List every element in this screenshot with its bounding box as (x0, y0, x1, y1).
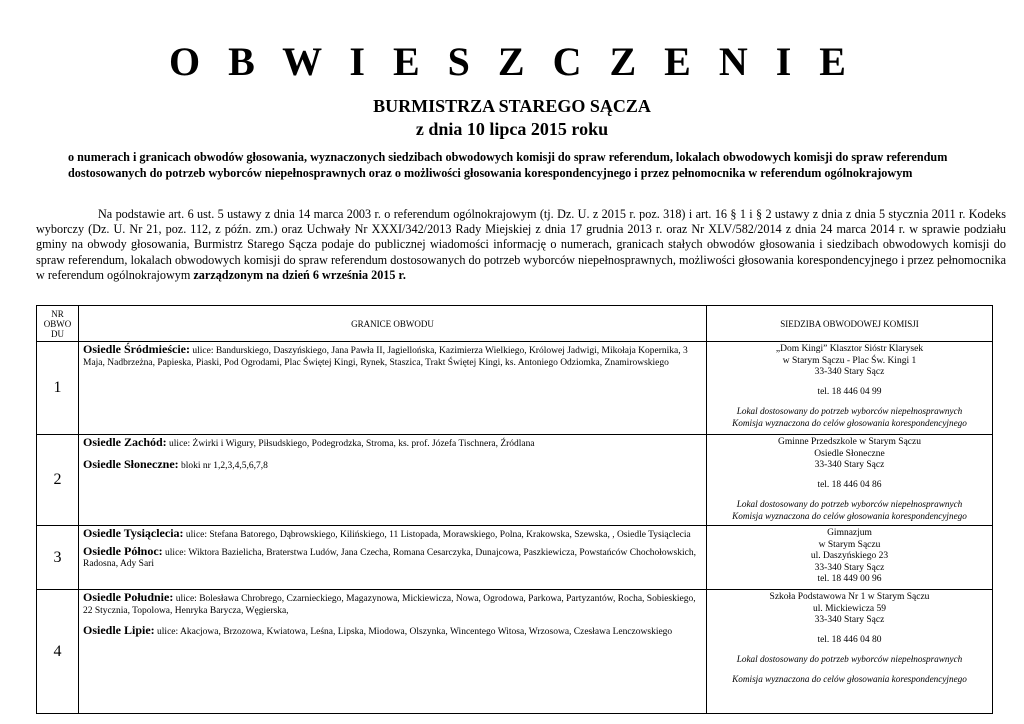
seat-address-2: ul. Daszyńskiego 23 (810, 551, 889, 561)
issuer-heading: BURMISTRZA STAREGO SĄCZA (373, 96, 651, 116)
seat-name: „Dom Kingi” Klasztor Sióstr Klarysek (775, 344, 924, 354)
table-row (37, 435, 993, 526)
seat-address: w Starym Sączu - Plac Św. Kingi 1 (782, 355, 917, 366)
seat-city: 33-340 Stary Sącz (814, 615, 885, 625)
seat-phone: tel. 18 449 00 96 (817, 574, 882, 584)
seat-name: Szkoła Podstawowa Nr 1 w Starym Sączu (769, 592, 930, 602)
seat-city: 33-340 Stary Sącz (814, 460, 885, 470)
estate-name: Osiedle Tysiąclecia: (83, 526, 184, 540)
estate-name: Osiedle Śródmieście: (83, 342, 190, 356)
districts-table (36, 305, 993, 714)
seat-note-accessible: Lokal dostosowany do potrzeb wyborców niepełnosprawnych (736, 406, 963, 416)
header-granice: GRANICE OBWODU (79, 306, 707, 342)
commission-seat (707, 342, 993, 435)
seat-name: Gminne Przedszkole w Starym Sączu (778, 437, 921, 447)
seat-note-postal: Komisja wyznaczona do celów głosowania korespondencyjnego (732, 417, 967, 428)
district-boundaries (79, 526, 707, 590)
estate-streets: bloki nr 1,2,3,4,5,6,7,8 (181, 460, 268, 471)
commission-seat (707, 435, 993, 526)
seat-city: 33-340 Stary Sącz (814, 562, 885, 573)
header-siedziba: SIEDZIBA OBWODOWEJ KOMISJI (707, 306, 993, 342)
commission-seat (707, 590, 993, 714)
seat-phone: tel. 18 446 04 86 (817, 479, 882, 490)
table-row (37, 590, 993, 714)
district-number: 1 (37, 342, 79, 435)
seat-note-postal: Komisja wyznaczona do celów głosowania korespondencyjnego (732, 673, 967, 684)
estate-name: Osiedle Północ: (83, 543, 163, 558)
estate-streets: ulice: Akacjowa, Brzozowa, Kwiatowa, Leśna, Lipska, Miodowa, Olszynka, Wincentego Witosa, Wrzosowa, Czesława Lenczowskiego (157, 627, 673, 637)
district-number: 4 (37, 590, 79, 714)
header-nr: NR OBWO DU (37, 306, 79, 342)
intro-paragraph (36, 207, 1006, 283)
estate-streets: ulice: Wiktora Bazielicha, Braterstwa Ludów, Jana Czecha, Romana Cesarczyka, Dunajcowa, Paszkiewicza, Powstańców Chochołowskich, Radosna, Ady Sari (83, 547, 696, 569)
seat-phone: tel. 18 446 04 80 (817, 634, 882, 645)
seat-address: ul. Mickiewicza 59 (812, 603, 887, 614)
intro-bold-end: zarządzonym na dzień 6 września 2015 r. (193, 267, 406, 282)
seat-address: w Starym Sączu (818, 539, 881, 550)
table-row (37, 342, 993, 435)
intro-text: Na podstawie art. 6 ust. 5 ustawy z dnia 14 marca 2003 r. o referendum ogólnokrajowym (tj. Dz. U. z 2015 r. poz. 318) i art. 16 § 1 i § 2 ustawy z dnia z dnia 5 stycznia 2011 r. Kodeks wyborczy (Dz. U. Nr 21, poz. 112, z późn. zm.) oraz Uchwały Nr XXXI/342/2013 Rady Miejskiej z dnia 17 grudnia 2013 r. oraz Nr XLV/582/2014 z dnia 24 marca 2014 r. w sprawie podziału gminy na obwody głosowania, Burmistrz Starego Sącza podaje do publicznej wiadomości informację o numerach, granicach stałych obwodów głosowania i siedzibach obwodowych komisji do spraw referendum, lokalach obwodowych komisji do spraw referendum dostosowanych do potrzeb wyborców niepełnosprawnych, możliwości głosowania korespondencyjnego i przez pełnomocnika w referendum ogólnokrajowym (36, 207, 1006, 282)
estate-streets: ulice: Bolesława Chrobrego, Czarnieckiego, Magazynowa, Mickiewicza, Nowa, Ogrodowa, Parkowa, Partyzantów, Rocha, Sobieskiego, 22 Stycznia, Topolowa, Henryka Barycza, Węgierska, (83, 594, 696, 616)
estate-name: Osiedle Południe: (83, 590, 174, 604)
district-boundaries (79, 342, 707, 435)
seat-address: Osiedle Słoneczne (814, 448, 885, 459)
table-header-row (37, 306, 993, 342)
seat-phone: tel. 18 446 04 99 (817, 386, 882, 397)
district-number: 3 (37, 526, 79, 590)
estate-name: Osiedle Słoneczne: (83, 456, 179, 471)
date-heading: z dnia 10 lipca 2015 roku (415, 119, 609, 139)
table-row (37, 526, 993, 590)
estate-name: Osiedle Lipie: (83, 623, 155, 637)
seat-note-accessible: Lokal dostosowany do potrzeb wyborców niepełnosprawnych (736, 654, 963, 664)
estate-streets: ulice: Żwirki i Wigury, Piłsudskiego, Podegrodzka, Stroma, ks. prof. Józefa Tischnera, Źródlana (169, 439, 535, 449)
seat-name: Gimnazjum (827, 528, 872, 538)
commission-seat (707, 526, 993, 590)
district-boundaries (79, 590, 707, 714)
estate-name: Osiedle Zachód: (83, 435, 167, 449)
page-title: O B W I E S Z C Z E N I E (169, 39, 855, 84)
subject-paragraph: o numerach i granicach obwodów głosowania, wyznaczonych siedzibach obwodowych komisji do spraw referendum, lokalach obwodowych komisji do spraw referendum dostosowanych do potrzeb wyborców niepełnosprawnych oraz o możliwości głosowania korespondencyjnego i przez pełnomocnika w referendum ogólnokrajowym (68, 150, 948, 180)
estate-streets: ulice: Stefana Batorego, Dąbrowskiego, Kilińskiego, 11 Listopada, Morawskiego, Polna, Krakowska, Szewska, , Osiedle Tysiąclecia (185, 530, 691, 540)
district-number: 2 (37, 435, 79, 526)
seat-note-postal: Komisja wyznaczona do celów głosowania korespondencyjnego (732, 510, 967, 521)
seat-note-accessible: Lokal dostosowany do potrzeb wyborców niepełnosprawnych (736, 499, 963, 509)
district-boundaries (79, 435, 707, 526)
seat-city: 33-340 Stary Sącz (814, 367, 885, 377)
estate-streets: ulice: Bandurskiego, Daszyńskiego, Jana Pawła II, Jagiellońska, Kazimierza Wielkiego, Królowej Jadwigi, Mikołaja Kopernika, 3 Maja, Nadbrzeżna, Papieska, Piaski, Pod Ogrodami, Plac Świętej Kingi, Rynek, Staszica, Trakt Świętej Kingi, ks. Antoniego Odziomka, Znamirowskiego (83, 346, 688, 368)
